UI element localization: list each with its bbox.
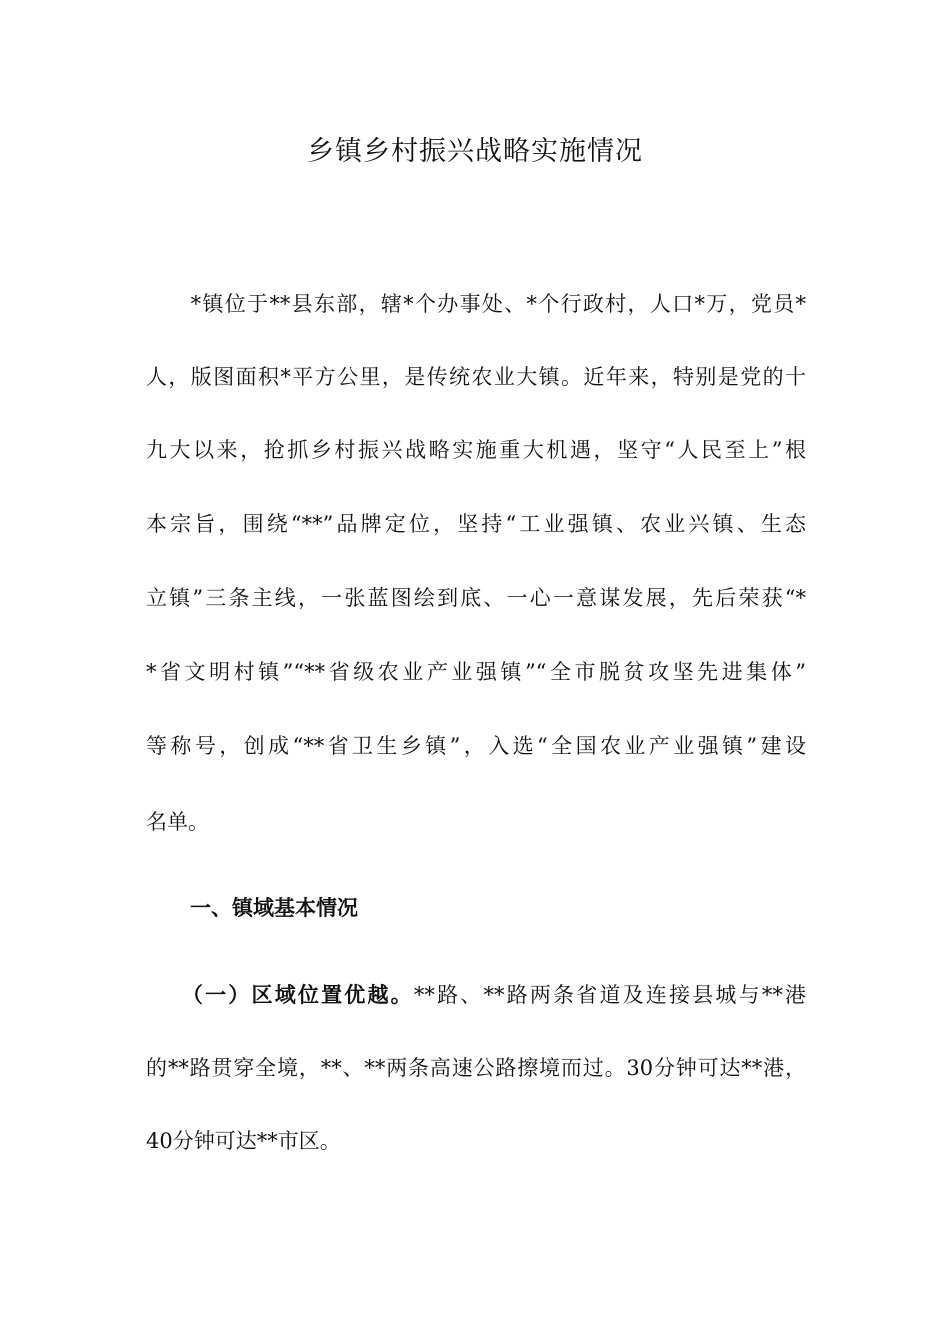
intro-line-4: 本宗旨，围绕“**”品牌定位，坚持“工业强镇、农业兴镇、生态 (146, 512, 806, 536)
section-heading-1: 一、镇域基本情况 (190, 896, 358, 920)
sub1-line-1 (146, 977, 806, 1013)
intro-line-6: *省文明村镇”“**省级农业产业强镇”“全市脱贫攻坚先进集体” (146, 660, 806, 684)
sub1-line1-rest: **路、**路两条省道及连接县城与**港 (413, 983, 806, 1007)
sub1-label: （一）区域位置优越。 (192, 983, 414, 1007)
intro-line-7: 等称号，创成“**省卫生乡镇”，入选“全国农业产业强镇”建设 (146, 734, 806, 758)
document-title: 乡镇乡村振兴战略实施情况 (307, 136, 643, 167)
intro-line-5: 立镇”三条主线，一张蓝图绘到底、一心一意谋发展，先后荣获“* (146, 586, 806, 610)
intro-line-8: 名单。 (146, 810, 209, 834)
intro-line-1: *镇位于**县东部，辖*个办事处、*个行政村，人口*万，党员* (146, 292, 806, 316)
intro-line-2: 人，版图面积*平方公里，是传统农业大镇。近年来，特别是党的十 (146, 365, 806, 389)
intro-line-3: 九大以来，抢抓乡村振兴战略实施重大机遇，坚守“人民至上”根 (146, 438, 806, 462)
sub1-line-2: 的**路贯穿全境，**、**两条高速公路擦境而过。30分钟可达**港， (146, 1056, 806, 1080)
sub1-line-3: 40分钟可达**市区。 (146, 1129, 341, 1153)
